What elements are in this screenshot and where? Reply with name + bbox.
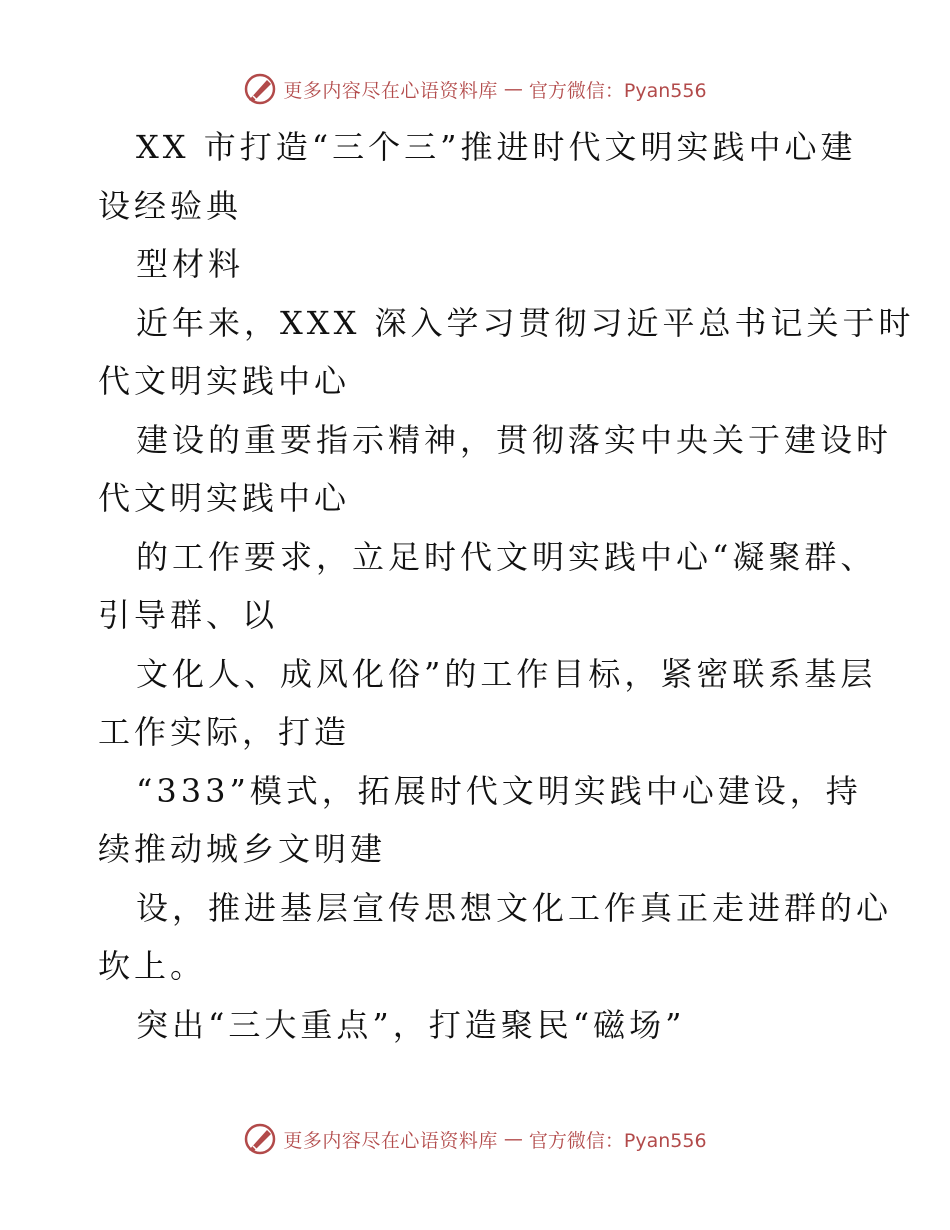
header-banner-separator: —: [503, 78, 523, 100]
text-line: XX 市打造“三个三”推进时代文明实践中心建: [136, 128, 857, 166]
text-line: 工作实际，打造: [98, 713, 351, 751]
header-banner-text: 更多内容尽在心语资料库: [283, 79, 498, 102]
document-body: [98, 118, 915, 1054]
text-line: 代文明实践中心: [98, 479, 351, 517]
text-line: 续推动城乡文明建: [98, 830, 387, 868]
page-header-banner: [0, 72, 950, 106]
text-line: 的工作要求，立足时代文明实践中心“凝聚群、: [136, 537, 877, 576]
footer-wechat-id: 官方微信：Pyan556: [528, 1129, 707, 1152]
text-line: 突出“三大重点”，打造聚民“磁场”: [136, 1005, 686, 1044]
text-line: 文化人、成风化俗”的工作目标，紧密联系基层: [136, 654, 877, 693]
text-line: 引导群、以: [98, 596, 279, 634]
text-line: 坎上。: [98, 947, 207, 985]
text-line: “333”模式，拓展时代文明实践中心建设，持: [136, 771, 862, 810]
text-line: 建设的重要指示精神，贯彻落实中央关于建设时: [136, 420, 893, 459]
text-line: 设经验典: [98, 186, 243, 225]
page-footer-banner: [0, 1122, 950, 1156]
footer-banner-separator: —: [503, 1128, 523, 1150]
header-wechat-id: 官方微信：Pyan556: [528, 79, 707, 102]
footer-banner-text: 更多内容尽在心语资料库: [283, 1129, 498, 1152]
text-line: 设，推进基层宣传思想文化工作真正走进群的心: [136, 888, 893, 927]
text-line: 近年来，XXX 深入学习贯彻习近平总书记关于时: [136, 303, 915, 342]
pen-logo-icon: [243, 1122, 277, 1156]
pen-logo-icon: [243, 72, 277, 106]
text-line: 型材料: [136, 245, 245, 283]
text-line: 代文明实践中心: [98, 362, 351, 400]
